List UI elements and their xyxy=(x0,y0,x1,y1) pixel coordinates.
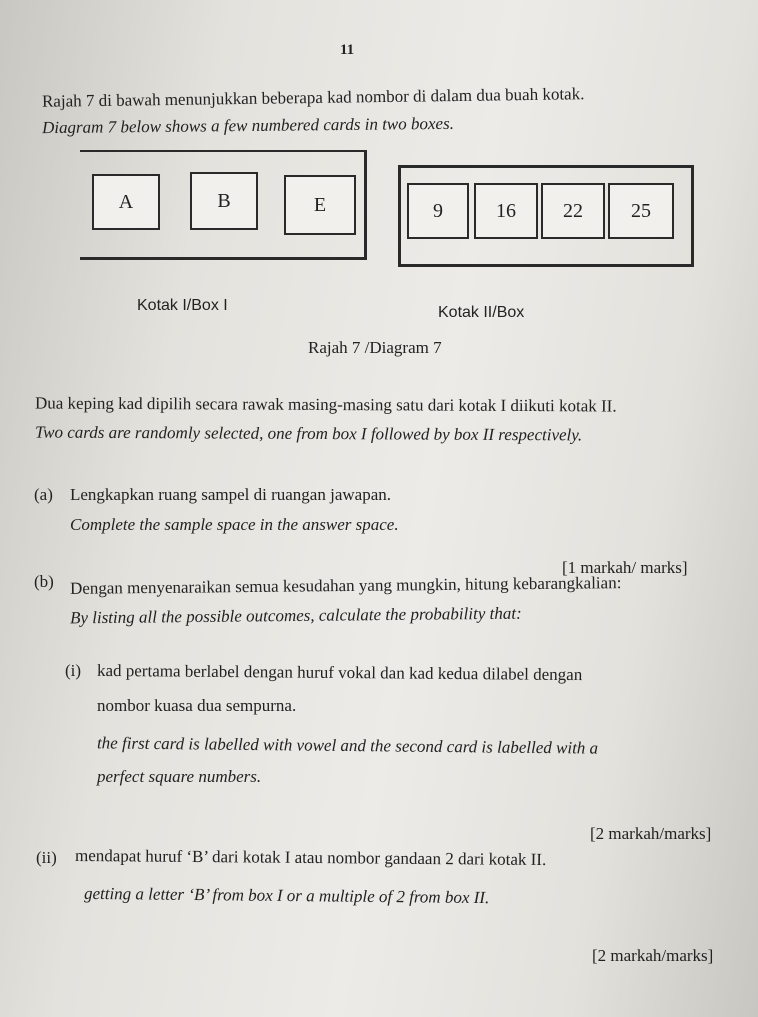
card-25: 25 xyxy=(608,183,674,239)
part-b-i-malay-2: nombor kuasa dua sempurna. xyxy=(97,696,297,715)
part-b-label: (b) xyxy=(34,572,54,591)
card-22: 22 xyxy=(541,183,605,239)
part-b-english: By listing all the possible outcomes, calculate the probability that: xyxy=(69,603,522,628)
part-a-label: (a) xyxy=(34,485,53,504)
part-b-i-malay-1: kad pertama berlabel dengan huruf vokal dan kad kedua dilabel dengan xyxy=(96,660,583,685)
card-16: 16 xyxy=(474,183,538,239)
part-b-ii-english: getting a letter ‘B’ from box I or a multiple of 2 from box II. xyxy=(83,883,490,908)
part-b-i-marks: [2 markah/marks] xyxy=(590,824,712,843)
part-a-english: Complete the sample space in the answer space. xyxy=(70,515,399,534)
selection-english: Two cards are randomly selected, one from box I followed by box II respectively. xyxy=(34,422,583,445)
diagram-caption: Rajah 7 /Diagram 7 xyxy=(308,338,442,357)
part-a-marks: [1 markah/ marks] xyxy=(562,558,688,577)
part-b-i-english-2: perfect square numbers. xyxy=(97,767,262,786)
card-e: E xyxy=(284,175,356,235)
card-9: 9 xyxy=(407,183,469,239)
part-b-malay: Dengan menyenaraikan semua kesudahan yang mungkin, hitung kebarangkalian: xyxy=(69,573,622,598)
box-2-label: Kotak II/Box xyxy=(438,304,525,321)
card-a: A xyxy=(92,174,160,230)
part-b-ii-label: (ii) xyxy=(36,848,57,867)
card-b: B xyxy=(190,172,258,230)
selection-malay: Dua keping kad dipilih secara rawak masing-masing satu dari kotak I diikuti kotak II. xyxy=(34,393,617,416)
intro-english: Diagram 7 below shows a few numbered cards in two boxes. xyxy=(41,113,455,138)
page-number: 11 xyxy=(340,42,355,58)
part-b-ii-malay: mendapat huruf ‘B’ dari kotak I atau nombor gandaan 2 dari kotak II. xyxy=(74,845,547,870)
part-b-i-label: (i) xyxy=(65,661,82,680)
part-b-i-english-1: the first card is labelled with vowel and the second card is labelled with a xyxy=(96,733,599,758)
intro-malay: Rajah 7 di bawah menunjukkan beberapa kad nombor di dalam dua buah kotak. xyxy=(41,84,585,111)
part-a-malay: Lengkapkan ruang sampel di ruangan jawapan. xyxy=(70,485,391,504)
box-1-label: Kotak I/Box I xyxy=(137,297,228,314)
part-b-ii-marks: [2 markah/marks] xyxy=(592,946,714,965)
